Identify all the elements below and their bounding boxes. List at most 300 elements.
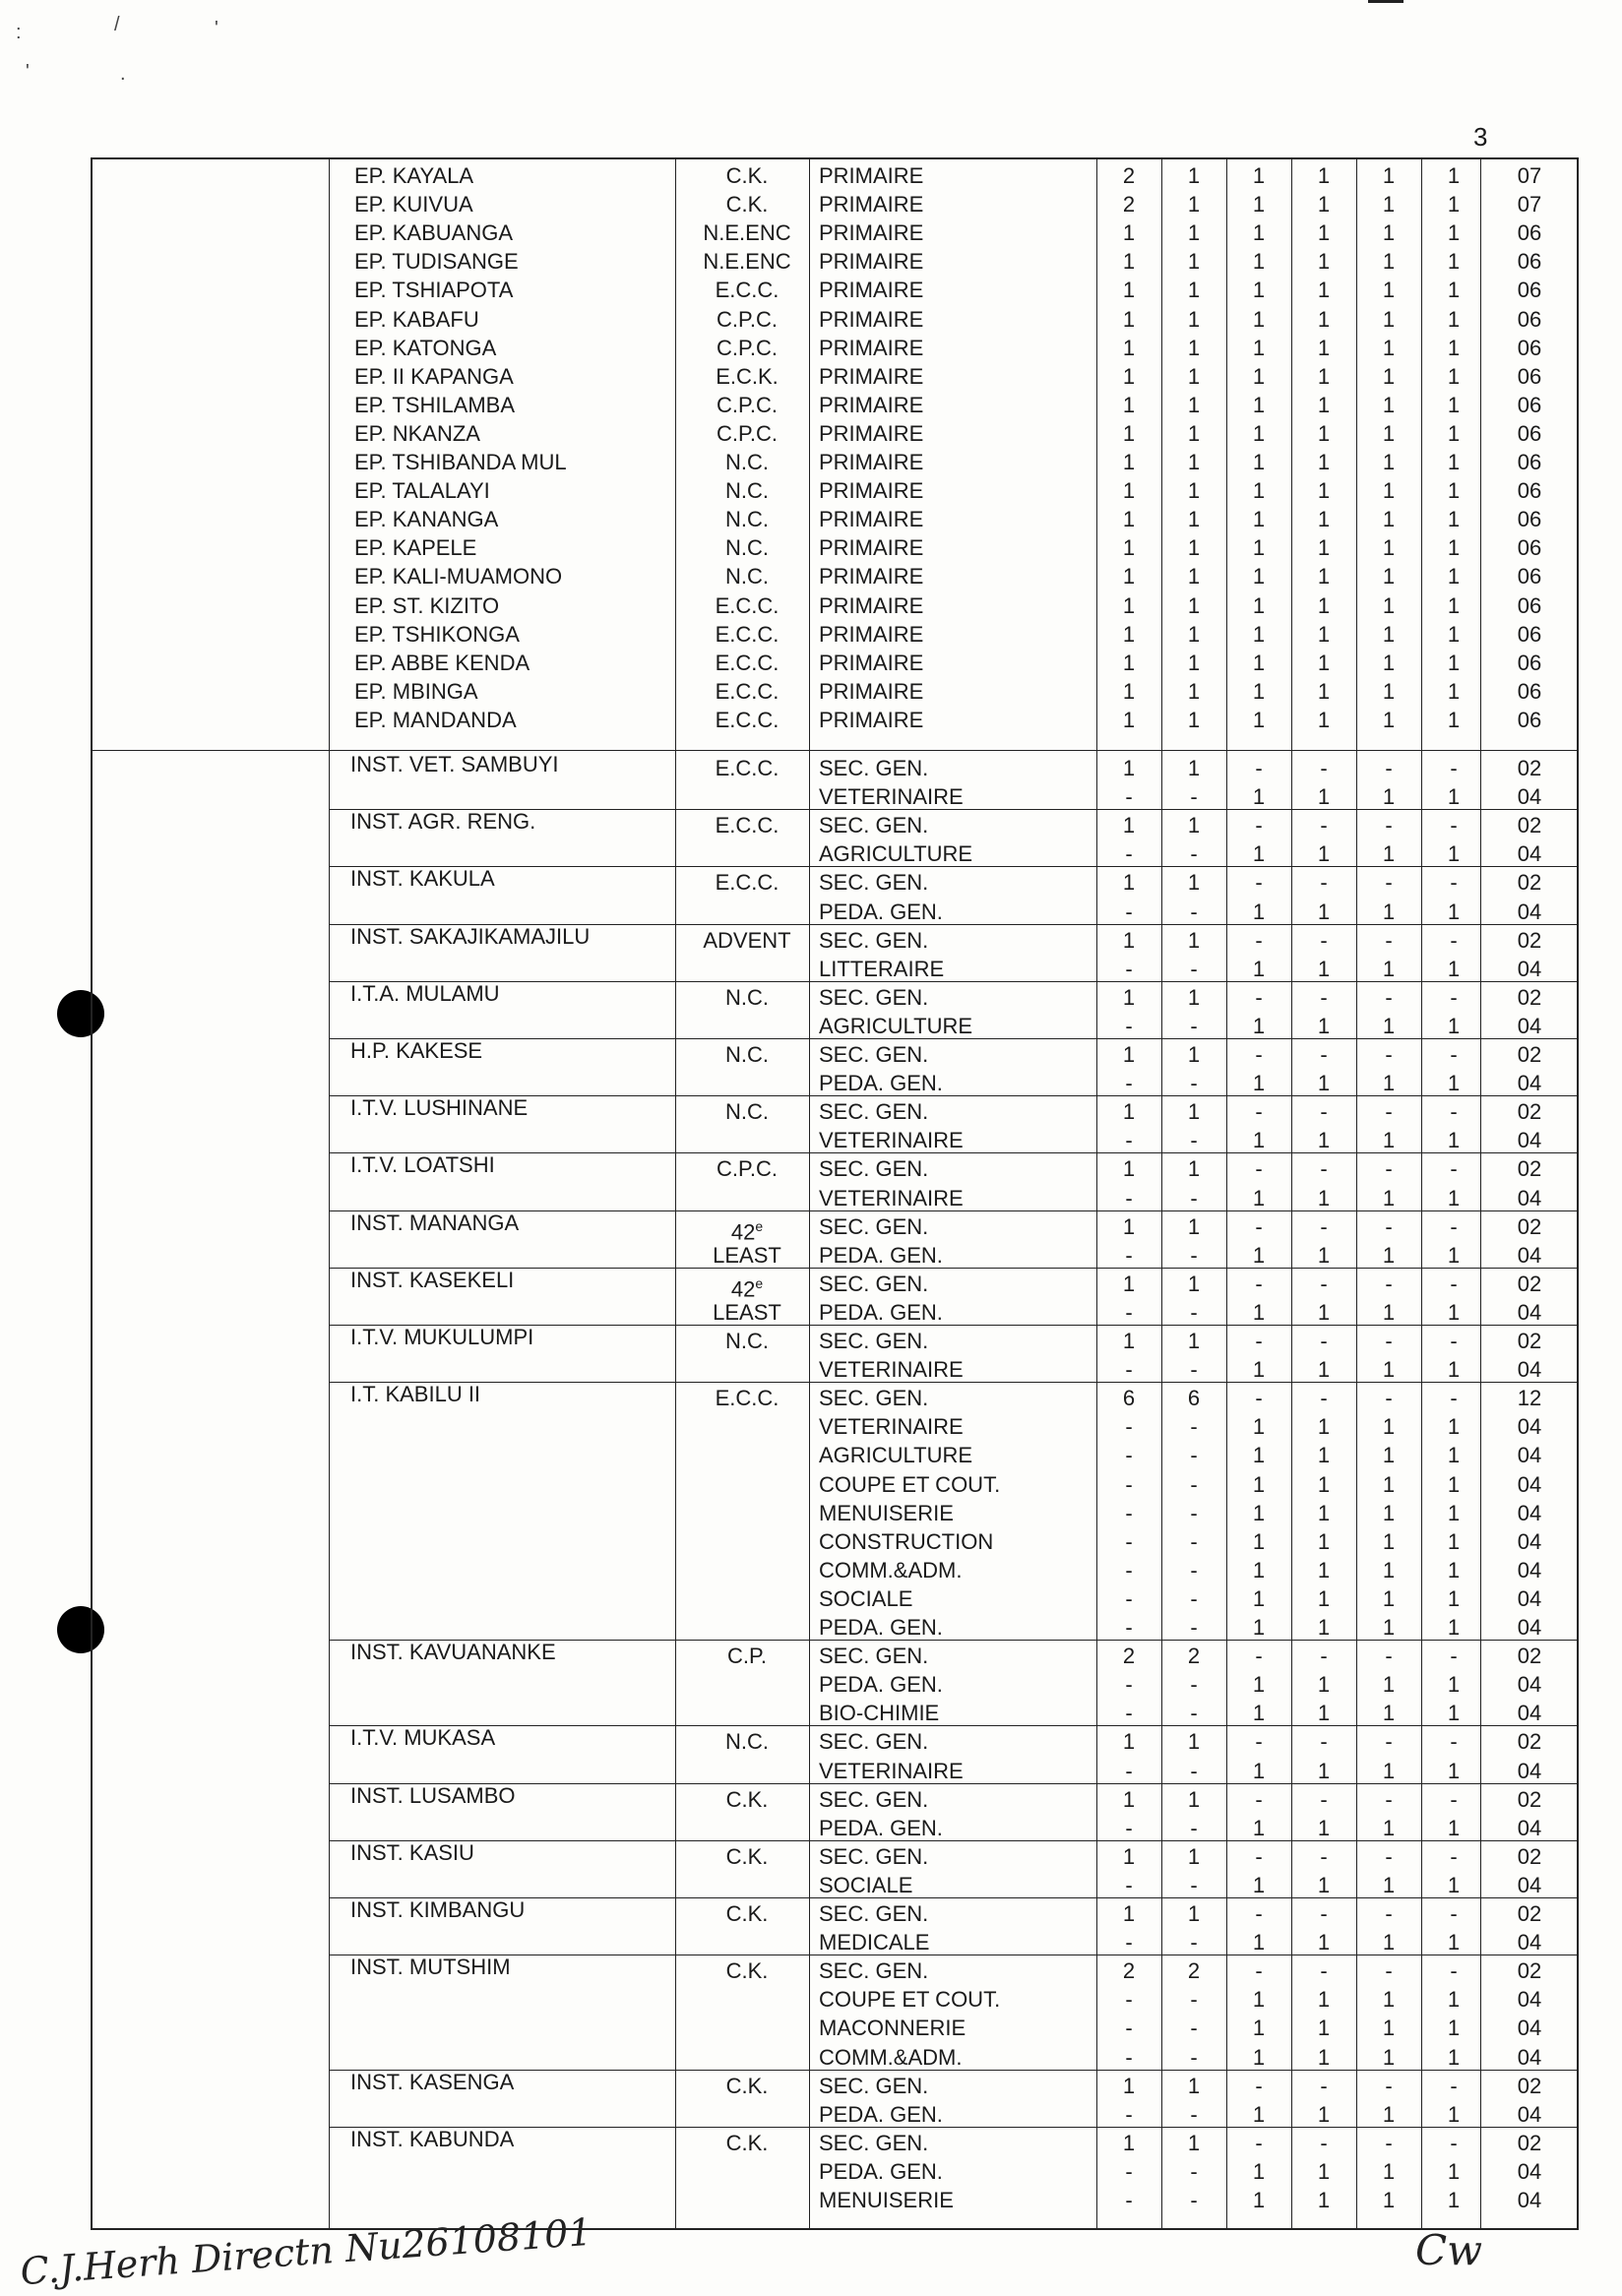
class-count: 1 xyxy=(1382,841,1396,867)
school-network: C.K. xyxy=(725,1901,769,1926)
class-count: 1 xyxy=(1447,420,1461,446)
class-count: 1 xyxy=(1187,1042,1201,1067)
row-total: 04 xyxy=(1517,1930,1542,1955)
class-count: - xyxy=(1190,1071,1198,1096)
class-count: - xyxy=(1385,2130,1393,2155)
class-count: 1 xyxy=(1252,1443,1266,1468)
school-section: PRIMAIRE xyxy=(819,420,924,446)
class-count: 1 xyxy=(1382,1414,1396,1440)
class-count: - xyxy=(1125,1500,1133,1525)
class-count: - xyxy=(1255,2073,1263,2098)
school-section: SEC. GEN. xyxy=(819,1329,929,1353)
row-total: 02 xyxy=(1517,1901,1542,1926)
class-count: - xyxy=(1125,1357,1133,1383)
class-count: - xyxy=(1255,1644,1263,1669)
class-count: - xyxy=(1385,1329,1393,1353)
class-count: 1 xyxy=(1252,478,1266,504)
class-count: - xyxy=(1385,1729,1393,1755)
school-section: SEC. GEN. xyxy=(819,1644,929,1669)
class-count: 1 xyxy=(1252,363,1266,389)
row-divider xyxy=(329,2127,1577,2128)
row-total: 02 xyxy=(1517,2073,1542,2098)
school-network: C.P.C. xyxy=(717,306,778,332)
class-count: - xyxy=(1190,1500,1198,1525)
row-divider xyxy=(329,1725,1577,1726)
row-divider xyxy=(329,2070,1577,2071)
school-name: EP. KALI-MUAMONO xyxy=(354,564,563,590)
class-count: 1 xyxy=(1252,1128,1266,1153)
row-total: 04 xyxy=(1517,1185,1542,1210)
class-count: 1 xyxy=(1122,1729,1136,1755)
school-name: EP. KATONGA xyxy=(354,335,497,360)
class-count: 1 xyxy=(1382,420,1396,446)
row-total: 06 xyxy=(1517,592,1542,618)
class-count: 1 xyxy=(1447,2188,1461,2212)
school-network: C.P. xyxy=(727,1644,767,1669)
class-count: - xyxy=(1255,1901,1263,1926)
class-count: - xyxy=(1190,2158,1198,2184)
class-count: 1 xyxy=(1122,1329,1136,1353)
class-count: - xyxy=(1125,2016,1133,2041)
school-section: SEC. GEN. xyxy=(819,927,929,953)
row-total: 04 xyxy=(1517,2016,1542,2041)
class-count: 1 xyxy=(1447,363,1461,389)
class-count: 1 xyxy=(1317,564,1331,590)
class-count: 1 xyxy=(1187,220,1201,246)
school-name: EP. ABBE KENDA xyxy=(354,650,530,675)
school-name: INST. KAKULA xyxy=(350,866,495,892)
scan-speck: : xyxy=(16,22,22,43)
class-count: 1 xyxy=(1447,2044,1461,2070)
class-count: 1 xyxy=(1447,478,1461,504)
row-total: 04 xyxy=(1517,1585,1542,1611)
class-count: - xyxy=(1125,899,1133,924)
class-count: 1 xyxy=(1252,1071,1266,1096)
row-total: 04 xyxy=(1517,1557,1542,1582)
class-count: 1 xyxy=(1382,1585,1396,1611)
school-name: INST. KAVUANANKE xyxy=(350,1640,556,1665)
class-count: 1 xyxy=(1447,306,1461,332)
school-section: SEC. GEN. xyxy=(819,1729,929,1755)
class-count: - xyxy=(1385,2073,1393,2098)
class-count: 1 xyxy=(1187,927,1201,953)
class-count: - xyxy=(1320,756,1328,780)
school-network: N.E.ENC xyxy=(703,220,791,246)
row-total: 06 xyxy=(1517,707,1542,732)
class-count: 1 xyxy=(1122,564,1136,590)
class-count: 1 xyxy=(1122,535,1136,561)
class-count: 1 xyxy=(1317,163,1331,188)
class-count: 1 xyxy=(1317,1357,1331,1383)
class-count: 1 xyxy=(1122,478,1136,504)
class-count: 1 xyxy=(1382,592,1396,618)
class-count: 1 xyxy=(1252,2188,1266,2212)
row-total: 04 xyxy=(1517,1414,1542,1440)
school-network: E.C.C. xyxy=(715,1386,780,1411)
school-section: PRIMAIRE xyxy=(819,478,924,504)
row-total: 07 xyxy=(1517,163,1542,188)
school-section: PEDA. GEN. xyxy=(819,899,943,924)
class-count: 2 xyxy=(1122,1644,1136,1669)
class-count: 1 xyxy=(1447,2016,1461,2041)
class-count: 1 xyxy=(1122,335,1136,360)
school-name: I.T.A. MULAMU xyxy=(350,980,500,1006)
row-total: 06 xyxy=(1517,507,1542,532)
row-divider xyxy=(329,1382,1577,1383)
class-count: 1 xyxy=(1317,1557,1331,1582)
school-section: PRIMAIRE xyxy=(819,621,924,647)
class-count: - xyxy=(1450,1329,1458,1353)
class-count: 1 xyxy=(1317,841,1331,867)
class-count: - xyxy=(1320,1729,1328,1755)
class-count: - xyxy=(1125,2044,1133,2070)
class-count: 1 xyxy=(1187,678,1201,704)
class-count: 1 xyxy=(1382,220,1396,246)
class-count: 1 xyxy=(1317,1128,1331,1153)
class-count: 1 xyxy=(1382,621,1396,647)
school-name: I.T. KABILU II xyxy=(350,1382,481,1407)
school-section: LITTERAIRE xyxy=(819,956,945,981)
school-section: PEDA. GEN. xyxy=(819,1672,943,1698)
row-total: 04 xyxy=(1517,2188,1542,2212)
class-count: 1 xyxy=(1252,335,1266,360)
class-count: - xyxy=(1320,2130,1328,2155)
class-count: 1 xyxy=(1382,450,1396,474)
class-count: - xyxy=(1190,1615,1198,1640)
school-section: SEC. GEN. xyxy=(819,1786,929,1812)
class-count: 1 xyxy=(1447,1930,1461,1955)
school-section: PRIMAIRE xyxy=(819,535,924,561)
school-section: SEC. GEN. xyxy=(819,984,929,1010)
school-network: C.K. xyxy=(725,1843,769,1869)
row-total: 04 xyxy=(1517,1872,1542,1897)
class-count: - xyxy=(1320,1386,1328,1411)
class-count: - xyxy=(1320,1156,1328,1182)
school-section: SEC. GEN. xyxy=(819,2073,929,2098)
class-count: 1 xyxy=(1187,478,1201,504)
class-count: 1 xyxy=(1187,1156,1201,1182)
school-section: VETERINAIRE xyxy=(819,1758,964,1783)
class-count: - xyxy=(1125,1701,1133,1726)
school-name: EP. TSHIBANDA MUL xyxy=(354,450,567,474)
class-count: 1 xyxy=(1187,1271,1201,1296)
class-count: 1 xyxy=(1382,956,1396,981)
row-total: 07 xyxy=(1517,192,1542,217)
class-count: 1 xyxy=(1252,1357,1266,1383)
class-count: - xyxy=(1255,927,1263,953)
class-count: 1 xyxy=(1447,2101,1461,2127)
class-count: 1 xyxy=(1122,1271,1136,1296)
row-total: 04 xyxy=(1517,1443,1542,1468)
class-count: 1 xyxy=(1317,2044,1331,2070)
class-count: 1 xyxy=(1382,507,1396,532)
school-name: EP. NKANZA xyxy=(354,420,480,446)
school-network: ADVENT xyxy=(703,927,791,953)
class-count: - xyxy=(1125,2101,1133,2127)
class-count: 1 xyxy=(1317,1185,1331,1210)
class-count: 1 xyxy=(1122,249,1136,275)
scan-speck: / xyxy=(114,14,120,35)
class-count: 1 xyxy=(1382,1299,1396,1325)
row-total: 02 xyxy=(1517,870,1542,896)
class-count: - xyxy=(1125,1758,1133,1783)
class-count: - xyxy=(1190,1013,1198,1038)
school-name: EP. KAPELE xyxy=(354,535,477,561)
class-count: 1 xyxy=(1317,220,1331,246)
school-section: SEC. GEN. xyxy=(819,1213,929,1239)
class-count: 1 xyxy=(1317,249,1331,275)
class-count: 1 xyxy=(1447,621,1461,647)
scan-speck: . xyxy=(120,63,126,85)
class-count: 1 xyxy=(1252,1930,1266,1955)
class-count: 1 xyxy=(1447,592,1461,618)
school-name: EP. KUIVUA xyxy=(354,192,473,217)
class-count: - xyxy=(1190,1528,1198,1554)
class-count: 1 xyxy=(1317,1500,1331,1525)
class-count: 1 xyxy=(1187,392,1201,417)
school-section: PRIMAIRE xyxy=(819,450,924,474)
class-count: 1 xyxy=(1187,870,1201,896)
class-count: - xyxy=(1320,1786,1328,1812)
class-count: 1 xyxy=(1252,1414,1266,1440)
class-count: 6 xyxy=(1122,1386,1136,1411)
school-name: EP. TUDISANGE xyxy=(354,249,519,275)
class-count: - xyxy=(1125,1615,1133,1640)
class-count: - xyxy=(1385,1156,1393,1182)
school-section: VETERINAIRE xyxy=(819,784,964,810)
class-count: 1 xyxy=(1382,363,1396,389)
class-count: 1 xyxy=(1122,813,1136,838)
class-count: 1 xyxy=(1252,1701,1266,1726)
row-total: 04 xyxy=(1517,2158,1542,2184)
class-count: - xyxy=(1385,1843,1393,1869)
class-count: 1 xyxy=(1382,392,1396,417)
class-count: 1 xyxy=(1447,707,1461,732)
row-total: 02 xyxy=(1517,984,1542,1010)
class-count: - xyxy=(1125,1013,1133,1038)
class-count: - xyxy=(1320,927,1328,953)
class-count: 1 xyxy=(1317,1930,1331,1955)
class-count: - xyxy=(1320,1329,1328,1353)
school-section: MEDICALE xyxy=(819,1930,930,1955)
class-count: - xyxy=(1190,1987,1198,2013)
class-count: 1 xyxy=(1382,678,1396,704)
school-network: E.C.C. xyxy=(715,650,780,675)
class-count: 2 xyxy=(1122,192,1136,217)
school-section: PRIMAIRE xyxy=(819,163,924,188)
class-count: - xyxy=(1385,870,1393,896)
school-section: PRIMAIRE xyxy=(819,249,924,275)
class-count: 1 xyxy=(1382,278,1396,303)
class-count: 1 xyxy=(1187,1099,1201,1125)
school-section: VETERINAIRE xyxy=(819,1128,964,1153)
class-count: 1 xyxy=(1317,1987,1331,2013)
class-count: 1 xyxy=(1187,564,1201,590)
class-count: 1 xyxy=(1447,1615,1461,1640)
class-count: 1 xyxy=(1447,1071,1461,1096)
class-count: 1 xyxy=(1447,392,1461,417)
class-count: - xyxy=(1125,784,1133,810)
class-count: 1 xyxy=(1317,1615,1331,1640)
col-divider xyxy=(675,159,676,2228)
class-count: 1 xyxy=(1122,1843,1136,1869)
class-count: - xyxy=(1255,984,1263,1010)
row-divider xyxy=(329,1038,1577,1039)
class-count: 1 xyxy=(1122,2073,1136,2098)
school-section: PRIMAIRE xyxy=(819,335,924,360)
school-section: PRIMAIRE xyxy=(819,192,924,217)
class-count: - xyxy=(1385,1386,1393,1411)
class-count: 1 xyxy=(1447,1672,1461,1698)
school-section: CONSTRUCTION xyxy=(819,1528,994,1554)
handwritten-signature-left: C.J.Herh Directn Nu26108101 xyxy=(19,2209,593,2294)
class-count: - xyxy=(1320,1958,1328,1984)
class-count: - xyxy=(1190,899,1198,924)
class-count: 1 xyxy=(1447,1528,1461,1554)
class-count: 1 xyxy=(1317,420,1331,446)
class-count: 1 xyxy=(1447,1500,1461,1525)
school-network: E.C.C. xyxy=(715,592,780,618)
school-name: EP. TSHIAPOTA xyxy=(354,278,514,303)
school-section: PEDA. GEN. xyxy=(819,1815,943,1840)
class-count: 1 xyxy=(1187,420,1201,446)
school-name: I.T.V. MUKASA xyxy=(350,1725,496,1751)
class-count: 1 xyxy=(1382,2101,1396,2127)
row-total: 02 xyxy=(1517,1644,1542,1669)
class-count: 1 xyxy=(1122,1042,1136,1067)
class-count: 1 xyxy=(1317,650,1331,675)
school-section: COUPE ET COUT. xyxy=(819,1471,1001,1497)
row-total: 02 xyxy=(1517,2130,1542,2155)
class-count: 1 xyxy=(1252,1615,1266,1640)
class-count: 1 xyxy=(1382,899,1396,924)
class-count: - xyxy=(1190,1672,1198,1698)
row-total: 04 xyxy=(1517,1701,1542,1726)
class-count: 1 xyxy=(1447,1987,1461,2013)
row-total: 06 xyxy=(1517,220,1542,246)
class-count: - xyxy=(1255,756,1263,780)
class-count: 1 xyxy=(1187,1213,1201,1239)
class-count: - xyxy=(1450,984,1458,1010)
school-name: I.T.V. MUKULUMPI xyxy=(350,1325,534,1349)
row-total: 06 xyxy=(1517,621,1542,647)
row-total: 04 xyxy=(1517,956,1542,981)
school-section: PRIMAIRE xyxy=(819,278,924,303)
class-count: - xyxy=(1255,1271,1263,1296)
school-name: H.P. KAKESE xyxy=(350,1038,483,1063)
class-count: - xyxy=(1125,1299,1133,1325)
class-count: 1 xyxy=(1317,621,1331,647)
class-count: 1 xyxy=(1252,841,1266,867)
class-count: - xyxy=(1190,1443,1198,1468)
class-count: - xyxy=(1450,2073,1458,2098)
row-total: 02 xyxy=(1517,1329,1542,1353)
class-count: - xyxy=(1255,1729,1263,1755)
class-count: - xyxy=(1125,1071,1133,1096)
class-count: 1 xyxy=(1122,450,1136,474)
class-count: 1 xyxy=(1447,1701,1461,1726)
row-total: 06 xyxy=(1517,335,1542,360)
school-name: EP. MBINGA xyxy=(354,678,478,704)
school-network: C.P.C. xyxy=(717,1156,778,1182)
school-network: E.C.C. xyxy=(715,278,780,303)
class-count: - xyxy=(1385,1644,1393,1669)
class-count: - xyxy=(1450,1644,1458,1669)
class-count: - xyxy=(1255,1099,1263,1125)
class-count: 1 xyxy=(1187,507,1201,532)
school-name: EP. TSHILAMBA xyxy=(354,392,516,417)
class-count: - xyxy=(1450,1958,1458,1984)
class-count: - xyxy=(1385,1213,1393,1239)
class-count: 1 xyxy=(1317,956,1331,981)
class-count: 1 xyxy=(1382,2016,1396,2041)
class-count: 1 xyxy=(1252,420,1266,446)
school-network: E.C.C. xyxy=(715,756,780,780)
class-count: 1 xyxy=(1122,220,1136,246)
class-count: 1 xyxy=(1447,1299,1461,1325)
class-count: 1 xyxy=(1447,450,1461,474)
class-count: 1 xyxy=(1447,1585,1461,1611)
class-count: 1 xyxy=(1382,335,1396,360)
handwritten-initials-right: Cw xyxy=(1415,2226,1483,2274)
school-section: SEC. GEN. xyxy=(819,1843,929,1869)
row-total: 04 xyxy=(1517,1672,1542,1698)
school-network: 42e xyxy=(730,1274,764,1302)
class-count: 1 xyxy=(1382,306,1396,332)
class-count: 1 xyxy=(1382,1987,1396,2013)
class-count: 1 xyxy=(1317,392,1331,417)
class-count: 1 xyxy=(1317,535,1331,561)
class-count: 1 xyxy=(1122,707,1136,732)
class-count: - xyxy=(1190,841,1198,867)
class-count: 2 xyxy=(1187,1958,1201,1984)
class-count: 1 xyxy=(1447,249,1461,275)
scan-artifact-dash xyxy=(1368,0,1404,3)
class-count: - xyxy=(1255,1958,1263,1984)
class-count: 1 xyxy=(1187,278,1201,303)
row-total: 06 xyxy=(1517,564,1542,590)
class-count: 1 xyxy=(1317,1299,1331,1325)
class-count: 1 xyxy=(1382,1528,1396,1554)
school-section: PRIMAIRE xyxy=(819,707,924,732)
school-section: PEDA. GEN. xyxy=(819,1299,943,1325)
school-name: INST. KASENGA xyxy=(350,2069,515,2094)
class-count: - xyxy=(1450,1156,1458,1182)
class-count: - xyxy=(1125,1471,1133,1497)
school-name: INST. MANANGA xyxy=(350,1210,520,1235)
class-count: 1 xyxy=(1382,163,1396,188)
school-network: E.C.K. xyxy=(716,363,779,389)
school-network: N.C. xyxy=(725,984,769,1010)
row-total: 06 xyxy=(1517,420,1542,446)
class-count: - xyxy=(1450,870,1458,896)
class-count: 1 xyxy=(1382,1615,1396,1640)
school-section: SEC. GEN. xyxy=(819,1099,929,1125)
row-total: 04 xyxy=(1517,1128,1542,1153)
row-total: 04 xyxy=(1517,1758,1542,1783)
class-count: 1 xyxy=(1382,1500,1396,1525)
row-total: 02 xyxy=(1517,1213,1542,1239)
class-count: - xyxy=(1125,841,1133,867)
class-count: 1 xyxy=(1252,956,1266,981)
school-section: SEC. GEN. xyxy=(819,813,929,838)
class-count: 1 xyxy=(1187,363,1201,389)
class-count: 1 xyxy=(1122,592,1136,618)
class-count: - xyxy=(1190,1815,1198,1840)
row-total: 04 xyxy=(1517,1987,1542,2013)
school-network: 42e xyxy=(730,1217,764,1244)
class-count: 1 xyxy=(1447,507,1461,532)
